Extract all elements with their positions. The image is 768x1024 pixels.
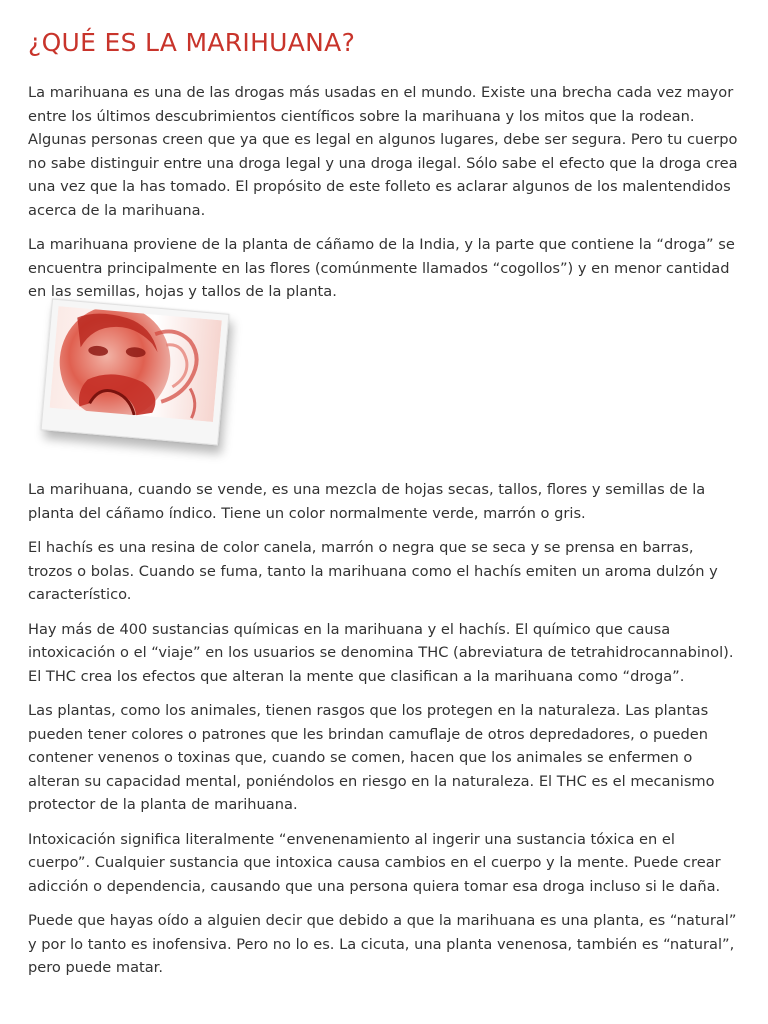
- paragraph-intro: La marihuana es una de las drogas más usadas en el mundo. Existe una brecha cada vez mayor entre los últimos descubrimientos científicos sobre la marihuana y los mitos que la rodean. Algunas personas creen que ya que es legal en algunos lugares, debe ser segura. Pero tu cuerpo no sabe distinguir entre una droga legal y una droga ilegal. Sólo sabe el efecto que la droga crea una vez que la has tomado. El propósito de este folleto es aclarar algunos de los malentendidos acerca de la marihuana.: [28, 84, 738, 219]
- paragraph-plants: Las plantas, como los animales, tienen rasgos que los protegen en la naturaleza. Las plantas pueden tener colores o patrones que les brindan camuflaje de otros depredadores, o pueden contener venenos o toxinas que, cuando se comen, hacen que los animales se enfermen o alteran su capacidad mental, poniéndolos en riesgo en la naturaleza. El THC es el mecanismo protector de la planta de marihuana.: [28, 702, 715, 813]
- paragraph-natural: Puede que hayas oído a alguien decir que debido a que la marihuana es una planta, es “natural” y por lo tanto es inofensiva. Pero no lo es. La cicuta, una planta venenosa, también es “natural”, pero puede matar.: [28, 912, 737, 976]
- person-smoking-photo-icon: [50, 306, 222, 422]
- paragraph-intoxication: Intoxicación significa literalmente “envenenamiento al ingerir una sustancia tóxica en el cuerpo”. Cualquier sustancia que intoxica causa cambios en el cuerpo y la mente. Puede crear adicción o dependencia, causando que una persona quiera tomar esa droga incluso si le daña.: [28, 830, 721, 895]
- paragraph-thc: Hay más de 400 sustancias químicas en la marihuana y el hachís. El químico que causa intoxicación o el “viaje” en los usuarios se denomina THC (abreviatura de tetrahidrocannabinol). El THC crea los efectos que alteran la mente que clasifican a la marihuana como “droga”.: [28, 620, 734, 685]
- paragraph-composition: La marihuana, cuando se vende, es una mezcla de hojas secas, tallos, flores y semillas de la planta del cáñamo índico. Tiene un color normalmente verde, marrón o gris.: [28, 481, 706, 522]
- polaroid-frame: [41, 298, 230, 445]
- intro-section: [28, 81, 740, 315]
- paragraph-hashish: El hachís es una resina de color canela, marrón o negra que se seca y se prensa en barras, trozos o bolas. Cuando se fuma, tanto la marihuana como el hachís emiten un aroma dulzón y característico.: [28, 539, 718, 603]
- page-title: ¿QUÉ ES LA MARIHUANA?: [28, 28, 356, 57]
- photo-figure: [36, 300, 251, 465]
- details-section: [28, 478, 740, 991]
- paragraph-origin: La marihuana proviene de la planta de cáñamo de la India, y la parte que contiene la “droga” se encuentra principalmente en las flores (comúnmente llamados “cogollos”) y en menor cantidad en las semillas, hojas y tallos de la planta.: [28, 236, 735, 300]
